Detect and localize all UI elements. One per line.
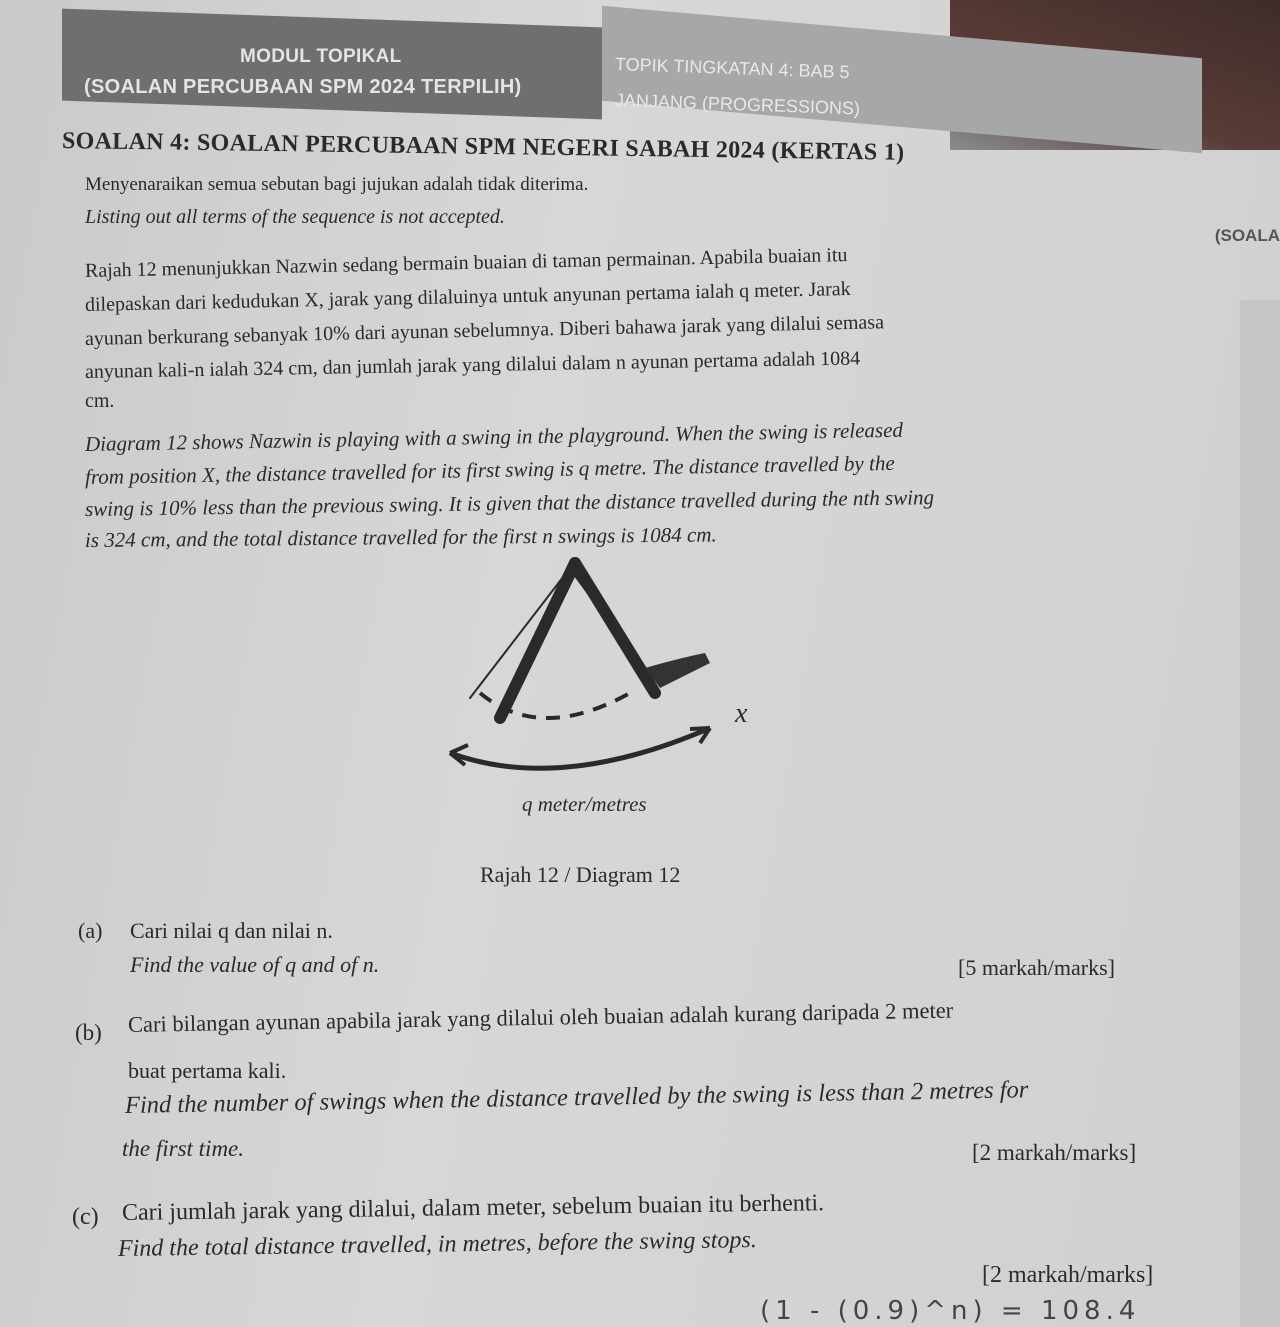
note-english: Listing out all terms of the sequence is not accepted. <box>85 206 505 228</box>
distance-arrow <box>450 728 710 768</box>
para-ms-line: anyunan kali-n ialah 324 cm, dan jumlah jarak yang dilalui dalam n ayunan pertama adalah 1084 <box>84 347 861 383</box>
handwritten-working: (1 - (0.9)^n) = 108.4 <box>760 1296 1141 1326</box>
module-subtitle: (SOALAN PERCUBAAN SPM 2024 TERPILIH) <box>84 76 522 98</box>
para-ms-line: Rajah 12 menunjukkan Nazwin sedang bermain buaian di taman permainan. Apabila buaian itu <box>84 244 848 282</box>
module-title: MODUL TOPIKAL <box>240 46 402 67</box>
part-b-malay-2: buat pertama kali. <box>128 1058 287 1083</box>
topic-line-1: TOPIK TINGKATAN 4: BAB 5 <box>614 54 850 83</box>
distance-label <box>522 792 647 817</box>
position-label-x: x <box>735 698 748 729</box>
part-c-marks: [2 markah/marks] <box>982 1262 1154 1288</box>
note-malay: Menyenaraikan semua sebutan bagi jujukan adalah tidak diterima. <box>85 174 589 195</box>
swing-diagram <box>420 548 740 783</box>
distance-label-text: q meter/metres <box>522 792 647 816</box>
part-c-malay: Cari jumlah jarak yang dilalui, dalam meter, sebelum buaian itu berhenti. <box>121 1190 825 1226</box>
part-b-marks: [2 markah/marks] <box>972 1140 1137 1165</box>
para-en-line: Diagram 12 shows Nazwin is playing with a swing in the playground. When the swing is released <box>84 417 904 456</box>
part-b-label: (b) <box>75 1020 102 1045</box>
part-a-label: (a) <box>78 918 103 943</box>
header-banner-light <box>602 6 1202 153</box>
part-b-english-1: Find the number of swings when the distance travelled by the swing is less than 2 metres for <box>124 1076 1029 1119</box>
diagram-caption: Rajah 12 / Diagram 12 <box>480 862 681 887</box>
topic-line-2: JANJANG (PROGRESSIONS) <box>614 90 861 119</box>
part-a-malay: Cari nilai q dan nilai n. <box>130 918 333 943</box>
part-a-marks: [5 markah/marks] <box>958 955 1115 980</box>
side-tab-label: (SOALA <box>1214 226 1280 245</box>
para-ms-line: cm. <box>85 390 115 412</box>
question-title: SOALAN 4: SOALAN PERCUBAAN SPM NEGERI SABAH 2024 (KERTAS 1) <box>61 128 905 166</box>
para-ms-line: dilepaskan dari kedudukan X, jarak yang dilaluinya untuk anyunan pertama ialah q meter. Jarak <box>84 277 851 316</box>
para-en-line: swing is 10% less than the previous swing. It is given that the distance travelled during the nth swing <box>84 485 935 521</box>
para-en-line: is 324 cm, and the total distance travelled for the first n swings is 1084 cm. <box>84 522 717 552</box>
part-c-label: (c) <box>72 1204 99 1230</box>
part-b-english-2: the first time. <box>122 1136 245 1161</box>
part-b-malay-1: Cari bilangan ayunan apabila jarak yang dilalui oleh buaian adalah kurang daripada 2 meter <box>127 997 954 1037</box>
part-c-english: Find the total distance travelled, in metres, before the swing stops. <box>117 1227 757 1262</box>
para-ms-line: ayunan berkurang sebanyak 10% dari ayunan sebelumnya. Diberi bahawa jarak yang dilalui semasa <box>84 311 885 350</box>
part-a-english: Find the value of q and of n. <box>130 952 380 977</box>
para-en-line: from position X, the distance travelled for its first swing is q metre. The distance travelled by the <box>84 450 895 489</box>
